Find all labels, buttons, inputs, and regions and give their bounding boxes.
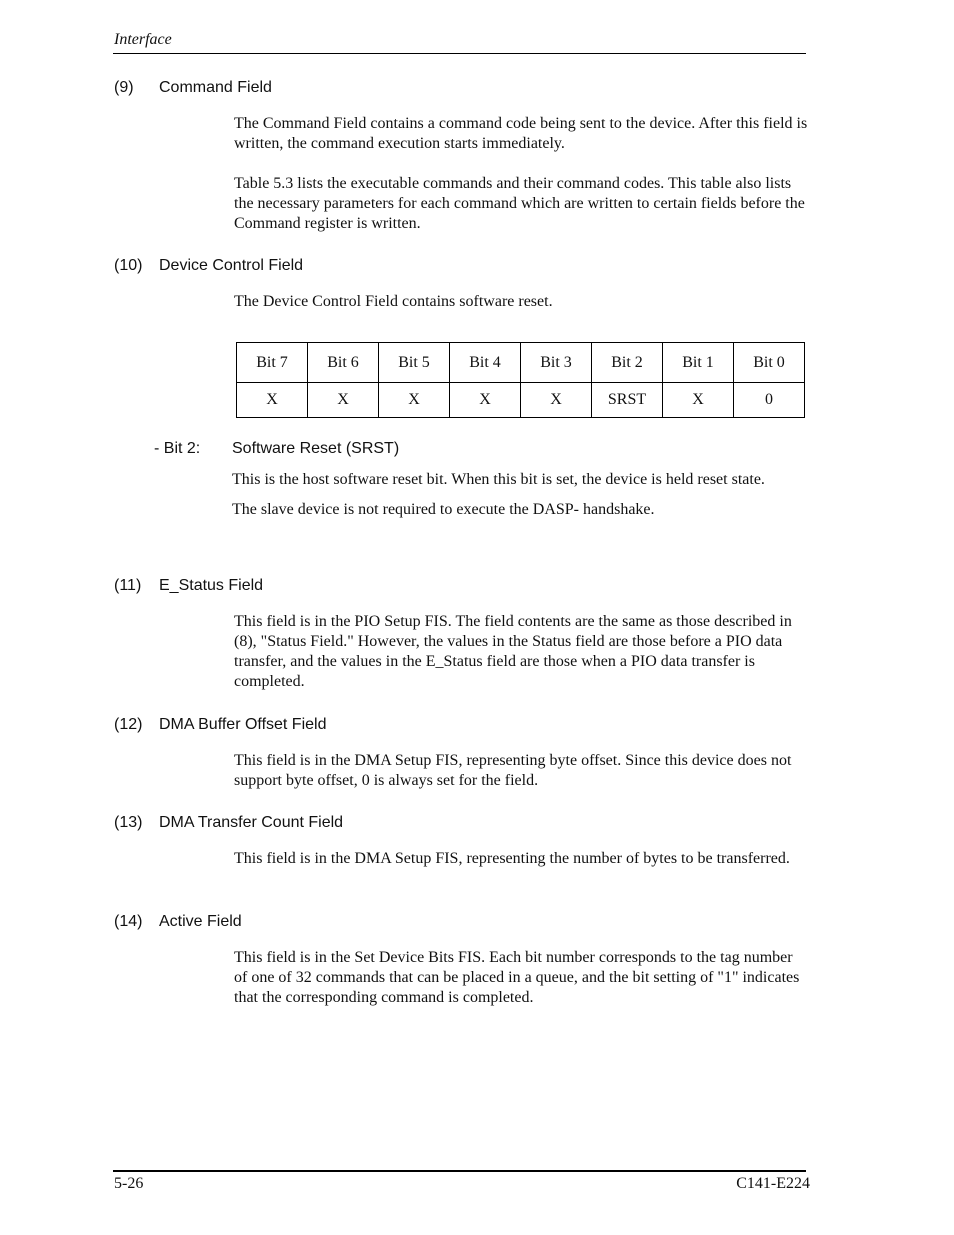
bit-value-cell: X <box>521 383 592 418</box>
section-number: (10) <box>114 257 143 274</box>
bit-value-cell: SRST <box>592 383 663 418</box>
section-title: Active Field <box>159 913 242 930</box>
document-code: C141-E224 <box>736 1175 810 1192</box>
bit2-title: Software Reset (SRST) <box>232 440 400 457</box>
bit-header-cell: Bit 4 <box>450 343 521 383</box>
bit-value-cell: X <box>237 383 308 418</box>
device-control-bit-table <box>236 342 805 418</box>
bit-value-cell: X <box>663 383 734 418</box>
paragraph: This field is in the DMA Setup FIS, representing the number of bytes to be transferred. <box>234 850 790 867</box>
section-heading-dma-transfer-count-field <box>114 814 343 832</box>
section-number: (13) <box>114 814 143 831</box>
paragraph: This field is in the Set Device Bits FIS. Each bit number corresponds to the tag number of one of 32 commands that can be placed in a queue, and the bit setting of "1" indicates that the corresponding command is completed. <box>234 949 800 1006</box>
bit2-subheading <box>154 440 399 458</box>
section-number: (12) <box>114 716 143 733</box>
section-heading-device-control-field <box>114 257 303 275</box>
bit-header-cell: Bit 1 <box>663 343 734 383</box>
bit-header-cell: Bit 6 <box>308 343 379 383</box>
bit-header-cell: Bit 3 <box>521 343 592 383</box>
paragraph: The slave device is not required to execute the DASP- handshake. <box>232 501 655 518</box>
section-number: (14) <box>114 913 143 930</box>
running-header: Interface <box>114 31 172 48</box>
paragraph: The Command Field contains a command code being sent to the device. After this field is written, the command execution starts immediately. <box>234 115 808 152</box>
section-heading-dma-buffer-offset-field <box>114 716 326 734</box>
paragraph: Table 5.3 lists the executable commands and their command codes. This table also lists the necessary parameters for each command which are written to certain fields before the Command register is written. <box>234 175 805 232</box>
bit-header-cell: Bit 5 <box>379 343 450 383</box>
bit-header-cell: Bit 2 <box>592 343 663 383</box>
bit-value-cell: X <box>450 383 521 418</box>
bit-header-row <box>237 343 805 383</box>
bit2-label: - Bit 2: <box>154 440 201 457</box>
bit-header-cell: Bit 7 <box>237 343 308 383</box>
page-number: 5-26 <box>114 1175 144 1192</box>
section-number: (9) <box>114 79 134 96</box>
bit-header-cell: Bit 0 <box>734 343 805 383</box>
section-heading-command-field <box>114 79 272 97</box>
bit-value-cell: X <box>308 383 379 418</box>
section-title: DMA Transfer Count Field <box>159 814 344 831</box>
paragraph: The Device Control Field contains software reset. <box>234 293 553 310</box>
section-title: Device Control Field <box>159 257 304 274</box>
header-rule <box>113 53 806 54</box>
section-title: DMA Buffer Offset Field <box>159 716 327 733</box>
bit-value-cell: X <box>379 383 450 418</box>
section-title: Command Field <box>159 79 272 96</box>
paragraph: This field is in the DMA Setup FIS, representing byte offset. Since this device does not support byte offset, 0 is always set for the field. <box>234 752 792 789</box>
bit-value-cell: 0 <box>734 383 805 418</box>
section-heading-e-status-field <box>114 577 263 595</box>
bit-value-row <box>237 383 805 418</box>
footer-rule <box>113 1170 806 1172</box>
section-heading-active-field <box>114 913 242 931</box>
section-number: (11) <box>114 577 142 594</box>
section-title: E_Status Field <box>159 577 264 594</box>
paragraph: This is the host software reset bit. When this bit is set, the device is held reset state. <box>232 471 765 488</box>
paragraph: This field is in the PIO Setup FIS. The field contents are the same as those described in (8), "Status Field." However, the values in the Status field are those before a PIO data transfer, and the values in the E_Status field are those when a PIO data transfer is completed. <box>234 613 792 690</box>
